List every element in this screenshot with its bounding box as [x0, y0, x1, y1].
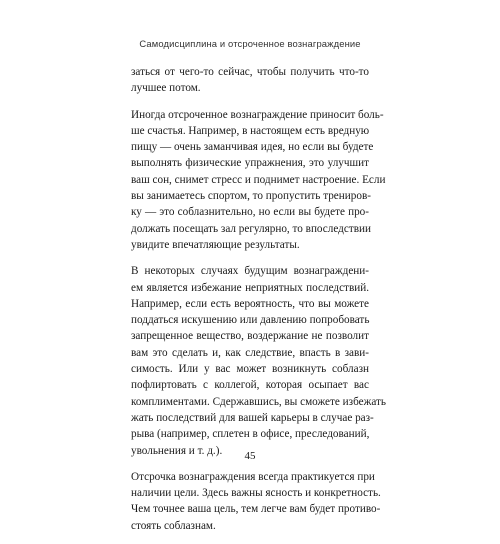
body-text — [131, 64, 386, 544]
text-line: комплиментами. Сдержавшись, вы сможете избежать — [131, 395, 386, 408]
text-line: Отсрочка вознаграждения всегда практикуется при — [131, 470, 375, 483]
text-line: Иногда отсроченное вознаграждение приносит боль- — [131, 108, 384, 121]
text-line: пофлиртовать с коллегой, которая осыпает вас — [131, 379, 369, 392]
text-line: ваш сон, снимет стресс и поднимет настроение. Если — [131, 173, 386, 186]
text-line: Например, если есть вероятность, что вы можете — [131, 297, 369, 310]
text-line: В некоторых случаях будущим вознаграждени- — [131, 265, 369, 278]
text-line: вам это сделать и, как следствие, впасть в зави- — [131, 346, 369, 359]
text-line: Чем точнее ваша цель, тем легче вам будет противо- — [131, 503, 381, 516]
text-line: увидите впечатляющие результаты. — [131, 238, 300, 251]
text-line: запрещенное вещество, воздержание не позволит — [131, 330, 369, 343]
text-line: стоять соблазнам. — [131, 519, 216, 532]
text-line: должать посещать зал регулярно, то впоследствии — [131, 222, 371, 235]
text-line: лучшее потом. — [131, 82, 201, 95]
text-line: симость. Или у вас может возникнуть соблазн — [131, 363, 369, 376]
text-line: вы занимаетесь спортом, то пропустить трениров- — [131, 190, 371, 203]
text-line: ку — это соблазнительно, но если вы будете про- — [131, 206, 369, 219]
text-line: рыва (например, сплетен в офисе, преследований, — [131, 428, 370, 441]
paragraph-2 — [131, 107, 386, 254]
text-line: жать последствий для вашей карьеры в случае раз- — [131, 411, 374, 424]
text-line: увольнения и т. д.). — [131, 444, 223, 457]
paragraph-3 — [131, 263, 386, 459]
text-line: поддаться искушению или давлению попробовать — [131, 314, 370, 327]
text-line: ше счастья. Например, в настоящем есть вредную — [131, 124, 370, 137]
running-header: Самодисциплина и отсроченное вознаграждение — [139, 38, 361, 49]
text-line: пищу — очень заманчивая идея, но если вы будете — [131, 141, 374, 154]
page-number: 45 — [244, 450, 256, 462]
paragraph-1 — [131, 64, 369, 97]
paragraph-4 — [131, 469, 381, 534]
text-line: ем является избежание неприятных последствий. — [131, 281, 369, 294]
text-line: заться от чего-то сейчас, чтобы получить что-то — [131, 66, 369, 78]
text-line: выполнять физические упражнения, это улучшит — [131, 157, 369, 170]
text-line: наличии цели. Здесь важны ясность и конкретность. — [131, 487, 381, 500]
